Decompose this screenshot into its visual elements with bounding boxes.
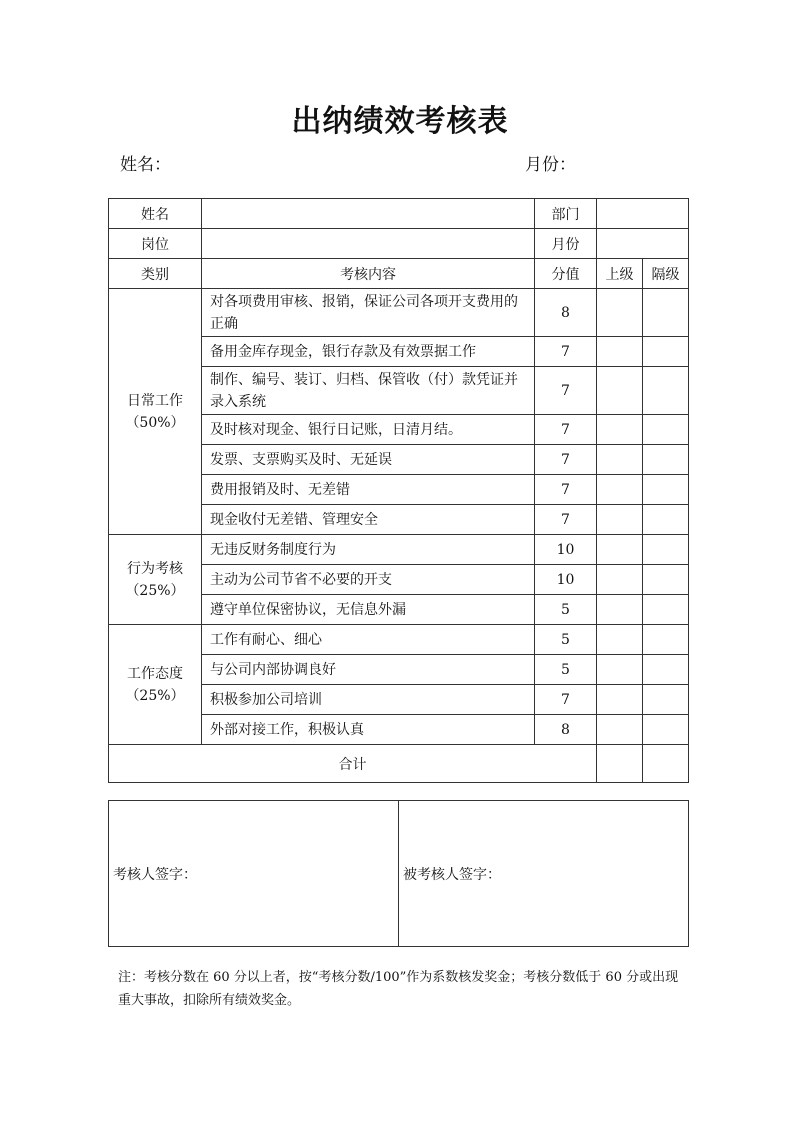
- assessment-item-row: [109, 535, 689, 565]
- col-content: 考核内容: [202, 259, 535, 289]
- item-score: 8: [535, 715, 597, 745]
- skip-level-score-cell[interactable]: [643, 367, 689, 415]
- total-label: 合计: [109, 745, 597, 783]
- assessor-signature[interactable]: 考核人签字：: [109, 801, 399, 947]
- category-name: 工作态度: [127, 665, 183, 682]
- item-content: 主动为公司节省不必要的开支: [202, 565, 535, 595]
- column-header-row: [109, 259, 689, 289]
- item-score: 7: [535, 475, 597, 505]
- superior-score-cell[interactable]: [597, 337, 643, 367]
- category-name: 日常工作: [127, 392, 183, 409]
- name-label: 姓名: [109, 199, 202, 229]
- col-skip-level: 隔级: [643, 259, 689, 289]
- skip-level-score-cell[interactable]: [643, 535, 689, 565]
- item-content: 现金收付无差错、管理安全: [202, 505, 535, 535]
- info-row: [109, 199, 689, 229]
- assessment-item-row: [109, 289, 689, 337]
- item-score: 7: [535, 505, 597, 535]
- superior-score-cell[interactable]: [597, 595, 643, 625]
- skip-level-score-cell[interactable]: [643, 595, 689, 625]
- superior-score-cell[interactable]: [597, 715, 643, 745]
- category-weight: （25%）: [125, 687, 185, 704]
- footer-body: [109, 745, 689, 783]
- skip-level-score-cell[interactable]: [643, 565, 689, 595]
- item-content: 及时核对现金、银行日记账，日清月结。: [202, 415, 535, 445]
- header-month-label: 月份：: [525, 155, 576, 175]
- item-content: 无违反财务制度行为: [202, 535, 535, 565]
- category-cell: [109, 625, 202, 745]
- item-score: 5: [535, 595, 597, 625]
- page-title: 出纳绩效考核表: [291, 104, 509, 139]
- skip-level-score-cell[interactable]: [643, 289, 689, 337]
- category-weight: （25%）: [125, 582, 185, 599]
- superior-score-cell[interactable]: [597, 475, 643, 505]
- item-score: 10: [535, 565, 597, 595]
- assessee-signature[interactable]: 被考核人签字：: [399, 801, 689, 947]
- skip-level-score-cell[interactable]: [643, 685, 689, 715]
- superior-score-cell[interactable]: [597, 565, 643, 595]
- name-value-cell[interactable]: [202, 199, 535, 229]
- skip-level-score-cell[interactable]: [643, 445, 689, 475]
- dept-label: 部门: [535, 199, 597, 229]
- superior-score-cell[interactable]: [597, 505, 643, 535]
- skip-level-score-cell[interactable]: [643, 415, 689, 445]
- superior-score-cell[interactable]: [597, 625, 643, 655]
- col-score: 分值: [535, 259, 597, 289]
- superior-score-cell[interactable]: [597, 445, 643, 475]
- total-skip-level-cell[interactable]: [643, 745, 689, 783]
- superior-score-cell[interactable]: [597, 685, 643, 715]
- signature-row: [109, 801, 689, 947]
- footnote: 注：考核分数在 60 分以上者，按“考核分数/100”作为系数核发奖金；考核分数低于 60 分或出现重大事故，扣除所有绩效奖金。: [118, 970, 679, 1008]
- category-cell: [109, 535, 202, 625]
- col-category: 类别: [109, 259, 202, 289]
- superior-score-cell[interactable]: [597, 289, 643, 337]
- superior-score-cell[interactable]: [597, 415, 643, 445]
- col-superior: 上级: [597, 259, 643, 289]
- item-content: 与公司内部协调良好: [202, 655, 535, 685]
- item-score: 8: [535, 289, 597, 337]
- item-content: 积极参加公司培训: [202, 685, 535, 715]
- total-row: [109, 745, 689, 783]
- item-score: 7: [535, 415, 597, 445]
- item-content: 工作有耐心、细心: [202, 625, 535, 655]
- item-score: 10: [535, 535, 597, 565]
- category-weight: （50%）: [125, 414, 185, 431]
- skip-level-score-cell[interactable]: [643, 505, 689, 535]
- skip-level-score-cell[interactable]: [643, 475, 689, 505]
- item-content: 遵守单位保密协议，无信息外漏: [202, 595, 535, 625]
- position-value-cell[interactable]: [202, 229, 535, 259]
- category-name: 行为考核: [127, 560, 183, 577]
- item-content: 对各项费用审核、报销，保证公司各项开支费用的正确: [202, 289, 535, 337]
- header-name-label: 姓名：: [120, 155, 171, 175]
- item-score: 7: [535, 367, 597, 415]
- total-superior-cell[interactable]: [597, 745, 643, 783]
- superior-score-cell[interactable]: [597, 535, 643, 565]
- info-row: [109, 229, 689, 259]
- item-score: 7: [535, 337, 597, 367]
- signature-table: [108, 800, 689, 947]
- skip-level-score-cell[interactable]: [643, 715, 689, 745]
- item-score: 7: [535, 445, 597, 475]
- superior-score-cell[interactable]: [597, 655, 643, 685]
- assessment-item-row: [109, 625, 689, 655]
- skip-level-score-cell[interactable]: [643, 625, 689, 655]
- item-score: 5: [535, 625, 597, 655]
- item-content: 费用报销及时、无差错: [202, 475, 535, 505]
- assessment-table-body: [109, 199, 689, 289]
- skip-level-score-cell[interactable]: [643, 337, 689, 367]
- item-score: 5: [535, 655, 597, 685]
- position-label: 岗位: [109, 229, 202, 259]
- item-score: 7: [535, 685, 597, 715]
- item-content: 外部对接工作，积极认真: [202, 715, 535, 745]
- month-value-cell[interactable]: [597, 229, 689, 259]
- assessment-table: [108, 198, 689, 783]
- item-content: 备用金库存现金，银行存款及有效票据工作: [202, 337, 535, 367]
- dept-value-cell[interactable]: [597, 199, 689, 229]
- skip-level-score-cell[interactable]: [643, 655, 689, 685]
- superior-score-cell[interactable]: [597, 367, 643, 415]
- sections-body: [109, 289, 689, 745]
- item-content: 制作、编号、装订、归档、保管收（付）款凭证并录入系统: [202, 367, 535, 415]
- category-cell: [109, 289, 202, 535]
- month-label: 月份: [535, 229, 597, 259]
- item-content: 发票、支票购买及时、无延误: [202, 445, 535, 475]
